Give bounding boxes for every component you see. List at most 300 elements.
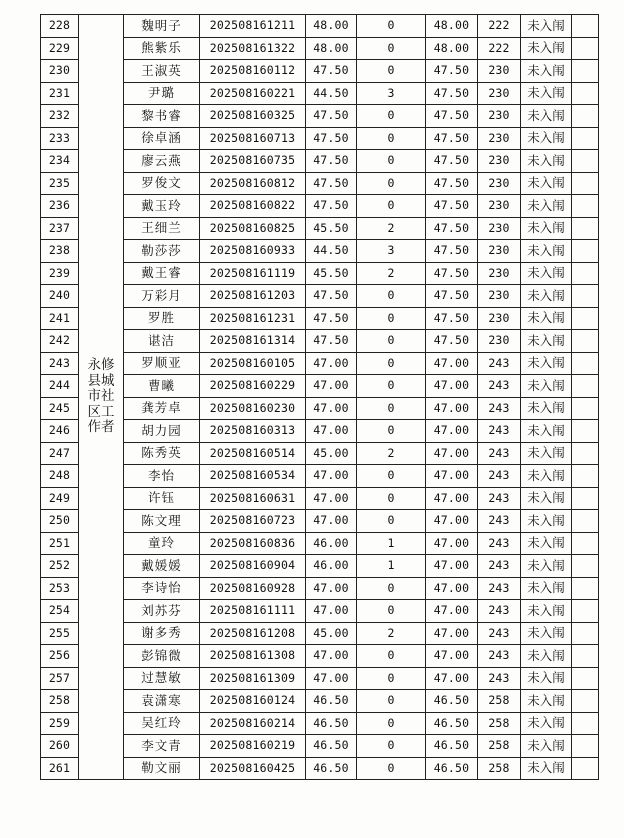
written-score-cell: 46.50 xyxy=(306,712,357,735)
name-cell: 黎书睿 xyxy=(124,105,200,128)
name-cell: 罗胜 xyxy=(124,307,200,330)
status-cell: 未入闱 xyxy=(521,82,572,105)
row-number-cell: 259 xyxy=(41,712,79,735)
exam-id-cell: 202508160230 xyxy=(200,397,306,420)
table-row xyxy=(41,82,599,105)
table-row xyxy=(41,285,599,308)
table-row xyxy=(41,487,599,510)
rank-cell: 243 xyxy=(478,577,521,600)
row-number-cell: 229 xyxy=(41,37,79,60)
rank-cell: 243 xyxy=(478,532,521,555)
rank-cell: 243 xyxy=(478,375,521,398)
note-cell xyxy=(572,330,599,353)
table-row xyxy=(41,127,599,150)
rank-cell: 230 xyxy=(478,285,521,308)
written-score-cell: 48.00 xyxy=(306,15,357,38)
exam-id-cell: 202508160904 xyxy=(200,555,306,578)
name-cell: 罗俊文 xyxy=(124,172,200,195)
note-cell xyxy=(572,600,599,623)
row-number-cell: 240 xyxy=(41,285,79,308)
name-cell: 尹璐 xyxy=(124,82,200,105)
table-row xyxy=(41,645,599,668)
note-cell xyxy=(572,172,599,195)
note-cell xyxy=(572,442,599,465)
written-score-cell: 44.50 xyxy=(306,240,357,263)
results-table xyxy=(40,14,599,780)
table-body xyxy=(41,15,599,780)
name-cell: 徐卓涵 xyxy=(124,127,200,150)
rank-cell: 230 xyxy=(478,240,521,263)
rank-cell: 243 xyxy=(478,555,521,578)
bonus-points-cell: 0 xyxy=(357,127,426,150)
rank-cell: 258 xyxy=(478,690,521,713)
bonus-points-cell: 0 xyxy=(357,645,426,668)
exam-id-cell: 202508161211 xyxy=(200,15,306,38)
bonus-points-cell: 0 xyxy=(357,487,426,510)
exam-id-cell: 202508161314 xyxy=(200,330,306,353)
name-cell: 吴红玲 xyxy=(124,712,200,735)
row-number-cell: 256 xyxy=(41,645,79,668)
total-score-cell: 47.50 xyxy=(426,172,478,195)
bonus-points-cell: 0 xyxy=(357,510,426,533)
total-score-cell: 47.50 xyxy=(426,240,478,263)
bonus-points-cell: 0 xyxy=(357,397,426,420)
exam-id-cell: 202508160631 xyxy=(200,487,306,510)
name-cell: 廖云燕 xyxy=(124,150,200,173)
rank-cell: 243 xyxy=(478,420,521,443)
table-row xyxy=(41,60,599,83)
exam-id-cell: 202508161119 xyxy=(200,262,306,285)
status-cell: 未入闱 xyxy=(521,352,572,375)
status-cell: 未入闱 xyxy=(521,645,572,668)
status-cell: 未入闱 xyxy=(521,577,572,600)
written-score-cell: 47.00 xyxy=(306,577,357,600)
note-cell xyxy=(572,240,599,263)
table-row xyxy=(41,105,599,128)
name-cell: 许钰 xyxy=(124,487,200,510)
status-cell: 未入闱 xyxy=(521,465,572,488)
status-cell: 未入闱 xyxy=(521,600,572,623)
table-row xyxy=(41,465,599,488)
status-cell: 未入闱 xyxy=(521,330,572,353)
table-row xyxy=(41,667,599,690)
total-score-cell: 47.00 xyxy=(426,645,478,668)
exam-id-cell: 202508161309 xyxy=(200,667,306,690)
row-number-cell: 231 xyxy=(41,82,79,105)
table-row xyxy=(41,172,599,195)
written-score-cell: 48.00 xyxy=(306,37,357,60)
total-score-cell: 47.50 xyxy=(426,60,478,83)
rank-cell: 243 xyxy=(478,645,521,668)
note-cell xyxy=(572,465,599,488)
note-cell xyxy=(572,195,599,218)
row-number-cell: 253 xyxy=(41,577,79,600)
status-cell: 未入闱 xyxy=(521,150,572,173)
total-score-cell: 46.50 xyxy=(426,690,478,713)
name-cell: 过慧敏 xyxy=(124,667,200,690)
total-score-cell: 47.00 xyxy=(426,532,478,555)
bonus-points-cell: 0 xyxy=(357,60,426,83)
rank-cell: 222 xyxy=(478,37,521,60)
row-number-cell: 247 xyxy=(41,442,79,465)
note-cell xyxy=(572,510,599,533)
rank-cell: 243 xyxy=(478,352,521,375)
exam-id-cell: 202508160825 xyxy=(200,217,306,240)
name-cell: 刘苏芬 xyxy=(124,600,200,623)
status-cell: 未入闱 xyxy=(521,60,572,83)
exam-id-cell: 202508160514 xyxy=(200,442,306,465)
rank-cell: 243 xyxy=(478,487,521,510)
total-score-cell: 47.50 xyxy=(426,262,478,285)
rank-cell: 230 xyxy=(478,262,521,285)
name-cell: 勒文丽 xyxy=(124,757,200,780)
written-score-cell: 45.00 xyxy=(306,442,357,465)
row-number-cell: 244 xyxy=(41,375,79,398)
row-number-cell: 238 xyxy=(41,240,79,263)
written-score-cell: 47.50 xyxy=(306,172,357,195)
note-cell xyxy=(572,285,599,308)
rank-cell: 230 xyxy=(478,150,521,173)
status-cell: 未入闱 xyxy=(521,37,572,60)
exam-id-cell: 202508160928 xyxy=(200,577,306,600)
note-cell xyxy=(572,735,599,758)
written-score-cell: 46.00 xyxy=(306,555,357,578)
exam-id-cell: 202508160325 xyxy=(200,105,306,128)
table-row xyxy=(41,195,599,218)
name-cell: 谌洁 xyxy=(124,330,200,353)
total-score-cell: 47.00 xyxy=(426,442,478,465)
status-cell: 未入闱 xyxy=(521,15,572,38)
note-cell xyxy=(572,555,599,578)
note-cell xyxy=(572,487,599,510)
written-score-cell: 46.50 xyxy=(306,690,357,713)
written-score-cell: 47.50 xyxy=(306,60,357,83)
total-score-cell: 47.00 xyxy=(426,465,478,488)
unit-label: 永修县城市社区工作者 xyxy=(87,357,115,436)
note-cell xyxy=(572,622,599,645)
written-score-cell: 47.50 xyxy=(306,307,357,330)
status-cell: 未入闱 xyxy=(521,690,572,713)
table-row xyxy=(41,600,599,623)
total-score-cell: 47.00 xyxy=(426,487,478,510)
written-score-cell: 47.00 xyxy=(306,352,357,375)
note-cell xyxy=(572,690,599,713)
name-cell: 彭锦微 xyxy=(124,645,200,668)
bonus-points-cell: 0 xyxy=(357,577,426,600)
bonus-points-cell: 2 xyxy=(357,622,426,645)
written-score-cell: 47.00 xyxy=(306,420,357,443)
status-cell: 未入闱 xyxy=(521,487,572,510)
note-cell xyxy=(572,262,599,285)
table-row xyxy=(41,532,599,555)
table-row xyxy=(41,420,599,443)
rank-cell: 243 xyxy=(478,600,521,623)
bonus-points-cell: 0 xyxy=(357,757,426,780)
exam-id-cell: 202508160822 xyxy=(200,195,306,218)
row-number-cell: 228 xyxy=(41,15,79,38)
total-score-cell: 47.00 xyxy=(426,397,478,420)
written-score-cell: 47.50 xyxy=(306,285,357,308)
bonus-points-cell: 0 xyxy=(357,667,426,690)
name-cell: 罗顺亚 xyxy=(124,352,200,375)
status-cell: 未入闱 xyxy=(521,397,572,420)
written-score-cell: 47.00 xyxy=(306,487,357,510)
written-score-cell: 47.50 xyxy=(306,105,357,128)
exam-id-cell: 202508160112 xyxy=(200,60,306,83)
total-score-cell: 47.50 xyxy=(426,285,478,308)
written-score-cell: 47.50 xyxy=(306,150,357,173)
written-score-cell: 44.50 xyxy=(306,82,357,105)
bonus-points-cell: 0 xyxy=(357,37,426,60)
status-cell: 未入闱 xyxy=(521,667,572,690)
written-score-cell: 47.50 xyxy=(306,127,357,150)
note-cell xyxy=(572,667,599,690)
bonus-points-cell: 0 xyxy=(357,105,426,128)
row-number-cell: 251 xyxy=(41,532,79,555)
exam-id-cell: 202508161308 xyxy=(200,645,306,668)
name-cell: 李文青 xyxy=(124,735,200,758)
total-score-cell: 47.00 xyxy=(426,600,478,623)
unit-cell xyxy=(79,15,124,780)
row-number-cell: 261 xyxy=(41,757,79,780)
total-score-cell: 47.50 xyxy=(426,105,478,128)
total-score-cell: 46.50 xyxy=(426,757,478,780)
written-score-cell: 47.00 xyxy=(306,375,357,398)
rank-cell: 230 xyxy=(478,195,521,218)
name-cell: 陈秀英 xyxy=(124,442,200,465)
exam-id-cell: 202508160124 xyxy=(200,690,306,713)
bonus-points-cell: 1 xyxy=(357,555,426,578)
exam-id-cell: 202508161208 xyxy=(200,622,306,645)
written-score-cell: 47.00 xyxy=(306,465,357,488)
exam-id-cell: 202508160313 xyxy=(200,420,306,443)
rank-cell: 243 xyxy=(478,442,521,465)
exam-id-cell: 202508160219 xyxy=(200,735,306,758)
written-score-cell: 47.50 xyxy=(306,195,357,218)
rank-cell: 230 xyxy=(478,105,521,128)
total-score-cell: 47.00 xyxy=(426,352,478,375)
table-row xyxy=(41,555,599,578)
total-score-cell: 47.00 xyxy=(426,420,478,443)
exam-id-cell: 202508161203 xyxy=(200,285,306,308)
table-row xyxy=(41,352,599,375)
bonus-points-cell: 2 xyxy=(357,262,426,285)
note-cell xyxy=(572,105,599,128)
bonus-points-cell: 0 xyxy=(357,352,426,375)
note-cell xyxy=(572,127,599,150)
rank-cell: 243 xyxy=(478,465,521,488)
row-number-cell: 233 xyxy=(41,127,79,150)
rank-cell: 230 xyxy=(478,172,521,195)
total-score-cell: 48.00 xyxy=(426,15,478,38)
name-cell: 戴王睿 xyxy=(124,262,200,285)
bonus-points-cell: 0 xyxy=(357,172,426,195)
bonus-points-cell: 0 xyxy=(357,330,426,353)
table-row xyxy=(41,577,599,600)
exam-id-cell: 202508160723 xyxy=(200,510,306,533)
rank-cell: 243 xyxy=(478,667,521,690)
written-score-cell: 47.00 xyxy=(306,510,357,533)
row-number-cell: 236 xyxy=(41,195,79,218)
row-number-cell: 258 xyxy=(41,690,79,713)
row-number-cell: 239 xyxy=(41,262,79,285)
rank-cell: 258 xyxy=(478,735,521,758)
written-score-cell: 47.50 xyxy=(306,330,357,353)
exam-id-cell: 202508160425 xyxy=(200,757,306,780)
table-row xyxy=(41,510,599,533)
written-score-cell: 46.00 xyxy=(306,532,357,555)
name-cell: 李诗怡 xyxy=(124,577,200,600)
bonus-points-cell: 1 xyxy=(357,532,426,555)
total-score-cell: 47.50 xyxy=(426,127,478,150)
total-score-cell: 47.50 xyxy=(426,82,478,105)
status-cell: 未入闱 xyxy=(521,195,572,218)
total-score-cell: 47.00 xyxy=(426,667,478,690)
bonus-points-cell: 0 xyxy=(357,712,426,735)
rank-cell: 230 xyxy=(478,330,521,353)
name-cell: 童玲 xyxy=(124,532,200,555)
bonus-points-cell: 0 xyxy=(357,15,426,38)
note-cell xyxy=(572,645,599,668)
note-cell xyxy=(572,217,599,240)
total-score-cell: 48.00 xyxy=(426,37,478,60)
rank-cell: 230 xyxy=(478,82,521,105)
row-number-cell: 260 xyxy=(41,735,79,758)
status-cell: 未入闱 xyxy=(521,532,572,555)
rank-cell: 230 xyxy=(478,127,521,150)
table-row xyxy=(41,442,599,465)
status-cell: 未入闱 xyxy=(521,307,572,330)
exam-id-cell: 202508160933 xyxy=(200,240,306,263)
total-score-cell: 47.50 xyxy=(426,330,478,353)
exam-id-cell: 202508160836 xyxy=(200,532,306,555)
row-number-cell: 230 xyxy=(41,60,79,83)
rank-cell: 222 xyxy=(478,15,521,38)
bonus-points-cell: 0 xyxy=(357,375,426,398)
exam-id-cell: 202508160214 xyxy=(200,712,306,735)
total-score-cell: 47.50 xyxy=(426,307,478,330)
table-row xyxy=(41,15,599,38)
total-score-cell: 47.00 xyxy=(426,577,478,600)
written-score-cell: 45.50 xyxy=(306,262,357,285)
written-score-cell: 47.00 xyxy=(306,645,357,668)
bonus-points-cell: 3 xyxy=(357,82,426,105)
rank-cell: 230 xyxy=(478,60,521,83)
name-cell: 戴玉玲 xyxy=(124,195,200,218)
row-number-cell: 237 xyxy=(41,217,79,240)
status-cell: 未入闱 xyxy=(521,240,572,263)
row-number-cell: 243 xyxy=(41,352,79,375)
status-cell: 未入闱 xyxy=(521,712,572,735)
table-row xyxy=(41,757,599,780)
bonus-points-cell: 0 xyxy=(357,150,426,173)
row-number-cell: 235 xyxy=(41,172,79,195)
exam-id-cell: 202508160221 xyxy=(200,82,306,105)
rank-cell: 243 xyxy=(478,622,521,645)
row-number-cell: 250 xyxy=(41,510,79,533)
name-cell: 龚芳卓 xyxy=(124,397,200,420)
note-cell xyxy=(572,375,599,398)
note-cell xyxy=(572,15,599,38)
total-score-cell: 46.50 xyxy=(426,735,478,758)
table-row xyxy=(41,397,599,420)
note-cell xyxy=(572,307,599,330)
table-row xyxy=(41,622,599,645)
row-number-cell: 245 xyxy=(41,397,79,420)
name-cell: 陈文理 xyxy=(124,510,200,533)
exam-id-cell: 202508160812 xyxy=(200,172,306,195)
bonus-points-cell: 0 xyxy=(357,600,426,623)
exam-id-cell: 202508161231 xyxy=(200,307,306,330)
row-number-cell: 234 xyxy=(41,150,79,173)
written-score-cell: 45.50 xyxy=(306,217,357,240)
status-cell: 未入闱 xyxy=(521,217,572,240)
rank-cell: 243 xyxy=(478,397,521,420)
bonus-points-cell: 0 xyxy=(357,420,426,443)
exam-id-cell: 202508161322 xyxy=(200,37,306,60)
note-cell xyxy=(572,37,599,60)
row-number-cell: 248 xyxy=(41,465,79,488)
row-number-cell: 249 xyxy=(41,487,79,510)
table-row xyxy=(41,735,599,758)
rank-cell: 243 xyxy=(478,510,521,533)
status-cell: 未入闱 xyxy=(521,622,572,645)
written-score-cell: 47.00 xyxy=(306,667,357,690)
total-score-cell: 47.50 xyxy=(426,195,478,218)
status-cell: 未入闱 xyxy=(521,420,572,443)
written-score-cell: 47.00 xyxy=(306,600,357,623)
row-number-cell: 241 xyxy=(41,307,79,330)
row-number-cell: 246 xyxy=(41,420,79,443)
status-cell: 未入闱 xyxy=(521,375,572,398)
status-cell: 未入闱 xyxy=(521,555,572,578)
table-row xyxy=(41,37,599,60)
table-row xyxy=(41,375,599,398)
rank-cell: 230 xyxy=(478,307,521,330)
name-cell: 戴媛媛 xyxy=(124,555,200,578)
bonus-points-cell: 0 xyxy=(357,195,426,218)
name-cell: 王细兰 xyxy=(124,217,200,240)
name-cell: 魏明子 xyxy=(124,15,200,38)
note-cell xyxy=(572,757,599,780)
row-number-cell: 252 xyxy=(41,555,79,578)
status-cell: 未入闱 xyxy=(521,105,572,128)
written-score-cell: 46.50 xyxy=(306,757,357,780)
table-row xyxy=(41,240,599,263)
table-row xyxy=(41,307,599,330)
name-cell: 勒莎莎 xyxy=(124,240,200,263)
table-row xyxy=(41,690,599,713)
name-cell: 李怡 xyxy=(124,465,200,488)
table-row xyxy=(41,712,599,735)
written-score-cell: 46.50 xyxy=(306,735,357,758)
table-row xyxy=(41,217,599,240)
bonus-points-cell: 3 xyxy=(357,240,426,263)
total-score-cell: 46.50 xyxy=(426,712,478,735)
status-cell: 未入闱 xyxy=(521,172,572,195)
total-score-cell: 47.50 xyxy=(426,217,478,240)
total-score-cell: 47.50 xyxy=(426,150,478,173)
note-cell xyxy=(572,82,599,105)
note-cell xyxy=(572,532,599,555)
row-number-cell: 242 xyxy=(41,330,79,353)
bonus-points-cell: 0 xyxy=(357,735,426,758)
total-score-cell: 47.00 xyxy=(426,375,478,398)
note-cell xyxy=(572,712,599,735)
bonus-points-cell: 0 xyxy=(357,307,426,330)
bonus-points-cell: 2 xyxy=(357,442,426,465)
status-cell: 未入闱 xyxy=(521,127,572,150)
